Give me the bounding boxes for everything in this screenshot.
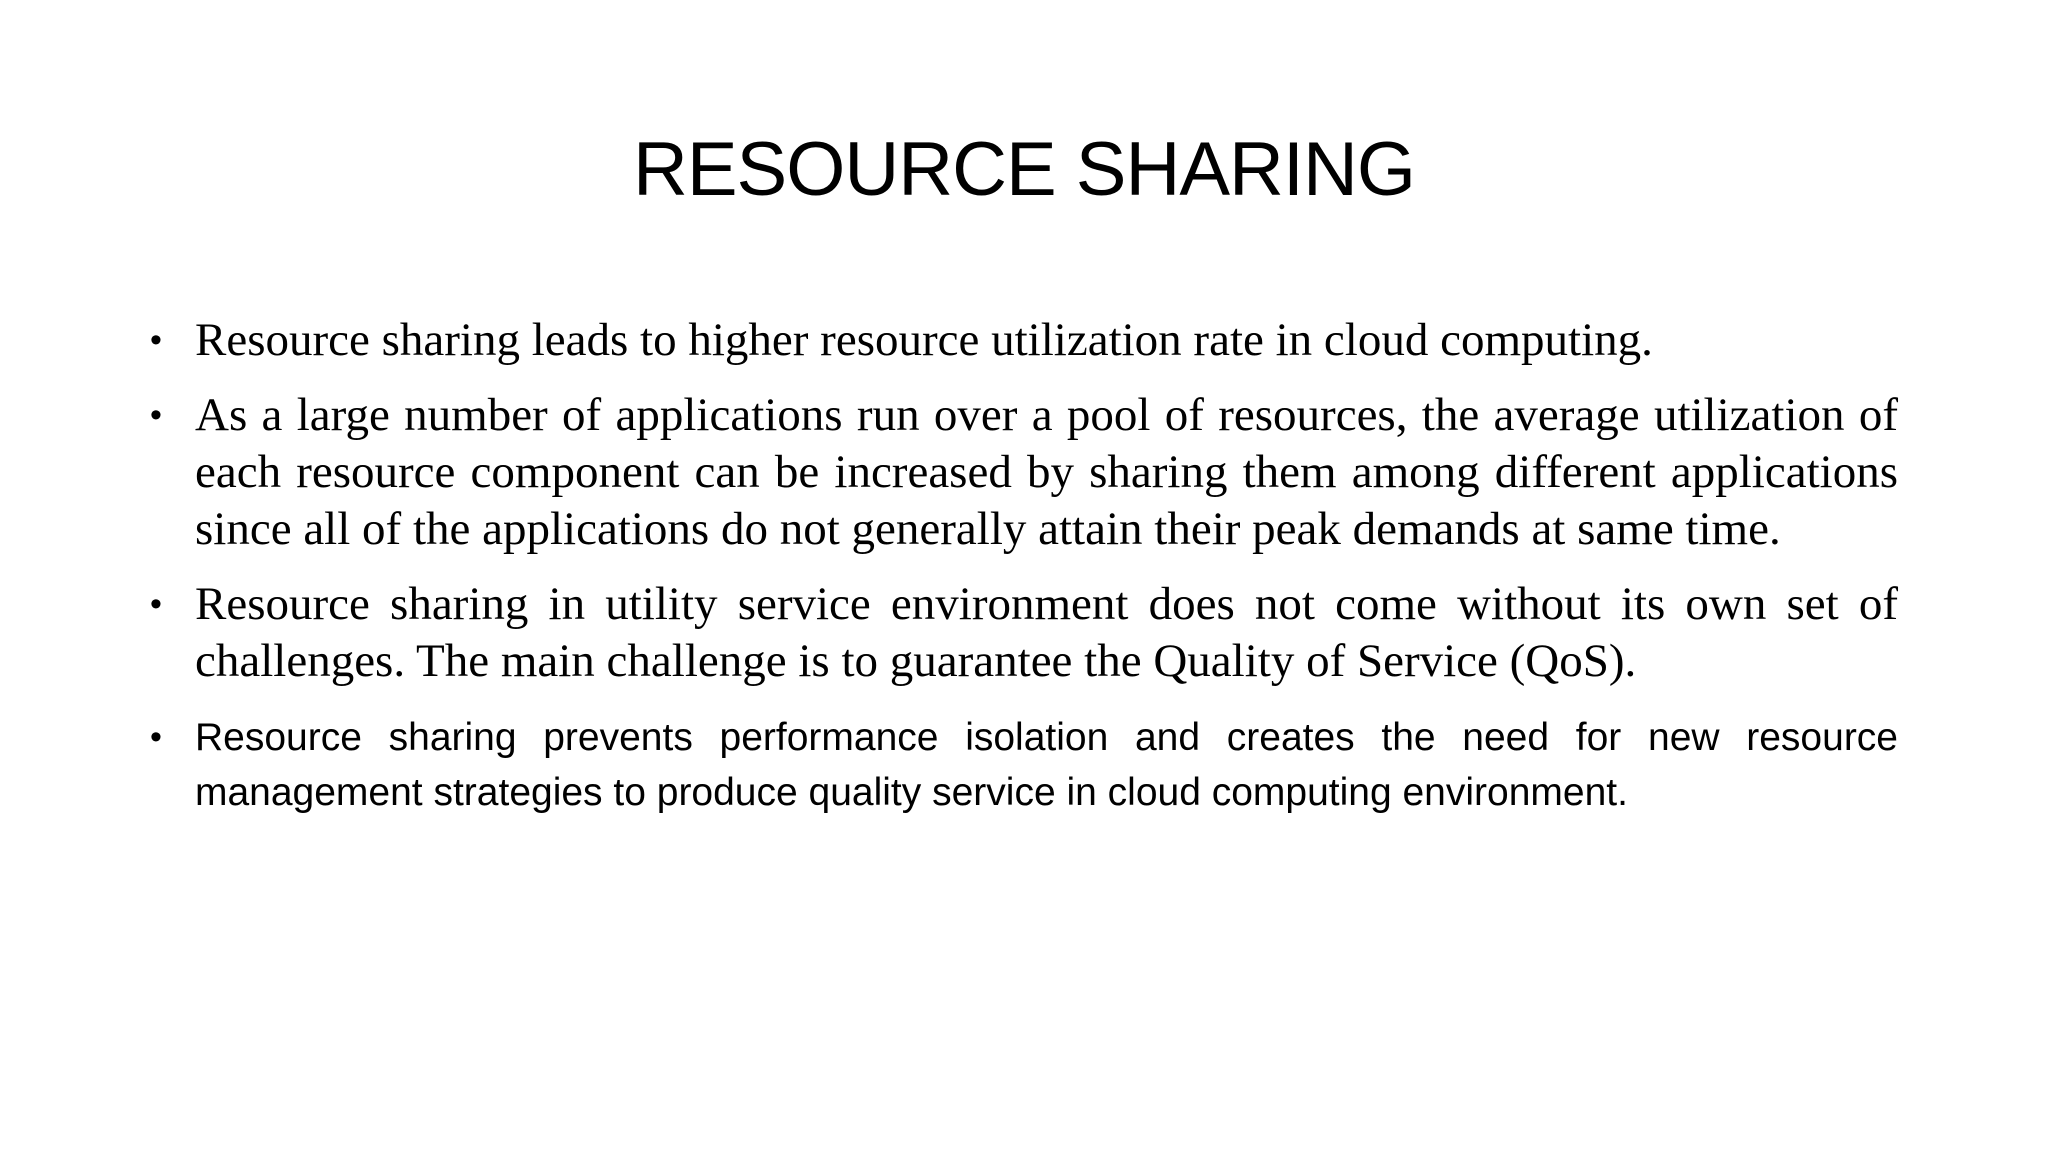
bullet-list — [150, 312, 1898, 820]
bullet-item — [150, 576, 1898, 690]
bullet-text: Resource sharing leads to higher resource utilization rate in cloud computing. — [195, 314, 1653, 366]
bullet-item — [150, 387, 1898, 558]
bullet-text: As a large number of applications run over a pool of resources, the average utilization of each resource component can be increased by sharing them among different applications since all of the applications do not generally attain their peak demands at same time. — [195, 389, 1898, 555]
bullet-text: Resource sharing prevents performance isolation and creates the need for new resource management strategies to produce quality service in cloud computing environment. — [195, 716, 1898, 814]
bullet-dot: • — [150, 321, 162, 359]
bullet-dot: • — [150, 718, 162, 756]
bullet-dot: • — [150, 585, 162, 623]
bullet-item — [150, 312, 1898, 369]
bullet-dot: • — [150, 396, 162, 434]
bullet-text: Resource sharing in utility service environment does not come without its own set of challenges. The main challenge is to guarantee the Quality of Service (QoS). — [195, 578, 1898, 687]
bullet-item — [150, 710, 1898, 820]
slide-title: RESOURCE SHARING — [632, 127, 1416, 212]
